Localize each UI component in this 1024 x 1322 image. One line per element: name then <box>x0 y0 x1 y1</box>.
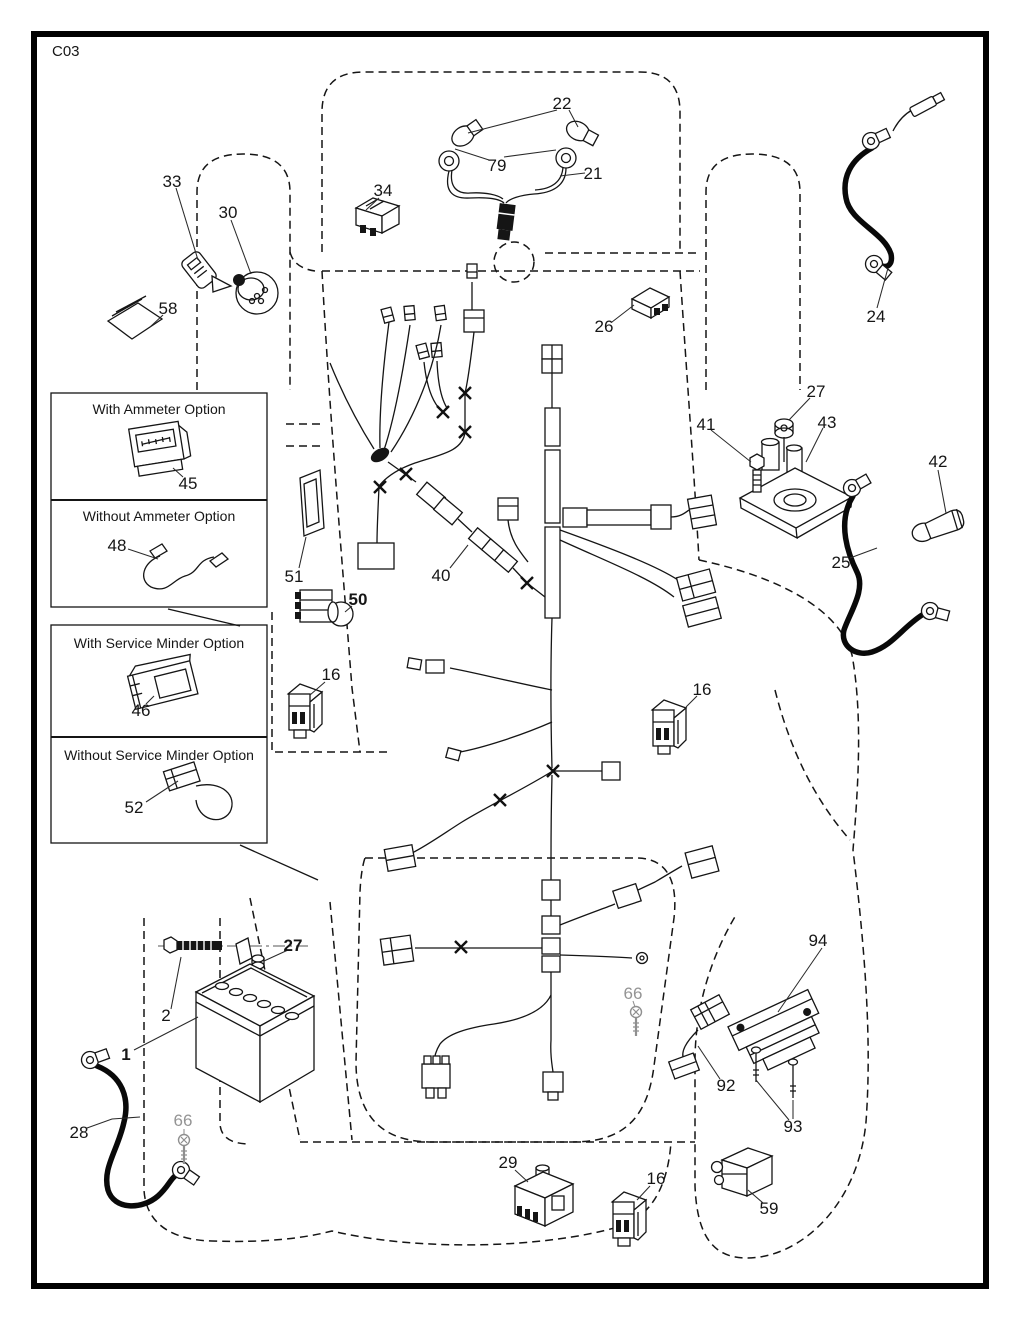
key-33 <box>180 250 231 292</box>
callout-30: 30 <box>218 203 238 222</box>
connector-pigtail-92 <box>669 995 730 1079</box>
callout-25: 25 <box>831 553 851 572</box>
callout-51: 51 <box>284 567 304 586</box>
harness-upper <box>330 264 545 597</box>
battery-bolt-2 <box>164 937 222 953</box>
with-service-minder-title: With Service Minder Option <box>73 635 245 651</box>
page-title: C03 <box>52 43 80 60</box>
callout-2: 2 <box>161 1006 171 1025</box>
terminal-clamp <box>236 938 252 964</box>
callout-50: 50 <box>348 590 368 609</box>
callout-27-solenoid: 27 <box>806 382 826 401</box>
callout-28: 28 <box>69 1123 89 1142</box>
callout-59: 59 <box>759 1199 779 1218</box>
t-plug-connector <box>422 1056 450 1098</box>
callout-27-battery: 27 <box>283 936 303 955</box>
callout-1: 1 <box>121 1045 131 1064</box>
callout-93: 93 <box>783 1117 803 1136</box>
interlock-switch-16-bottom <box>612 1192 646 1246</box>
callout-92: 92 <box>716 1076 736 1095</box>
headlight-connector <box>495 203 515 241</box>
pad-58 <box>108 296 162 339</box>
switch-34 <box>356 198 399 236</box>
callout-34: 34 <box>373 181 393 200</box>
control-module-94 <box>728 990 831 1078</box>
relay-26 <box>632 288 669 318</box>
option-link-line-1 <box>168 609 240 626</box>
callout-58: 58 <box>158 299 178 318</box>
ignition-switch-30 <box>233 272 278 314</box>
battery-cable-25 <box>840 471 950 653</box>
callout-79: 79 <box>487 156 507 175</box>
plunger-switch-29 <box>515 1165 573 1226</box>
callout-22: 22 <box>552 94 572 113</box>
service-minder-option-box <box>51 625 267 843</box>
callout-66-center: 66 <box>623 984 643 1003</box>
callout-46: 46 <box>131 701 151 720</box>
relay-module-59 <box>712 1148 773 1196</box>
screw-66-left <box>179 1135 190 1165</box>
blank-module-box <box>358 543 394 569</box>
callout-94: 94 <box>808 931 828 950</box>
without-service-minder-title: Without Service Minder Option <box>64 747 254 763</box>
fuse-holder <box>563 508 587 527</box>
without-ammeter-title: Without Ammeter Option <box>82 508 236 524</box>
harness-center <box>384 345 721 871</box>
nut-27-solenoid <box>775 419 793 438</box>
callout-48: 48 <box>107 536 127 555</box>
callout-26: 26 <box>594 317 614 336</box>
option-link-line-2 <box>240 845 318 880</box>
callout-42: 42 <box>928 452 948 471</box>
ammeter-part <box>129 420 193 476</box>
screw-66-center <box>631 1007 642 1037</box>
ammeter-option-box <box>51 393 267 607</box>
callout-29: 29 <box>498 1153 518 1172</box>
with-ammeter-title: With Ammeter Option <box>92 401 226 417</box>
terminal-boot-42 <box>909 508 966 544</box>
callout-66-left: 66 <box>173 1111 193 1130</box>
callout-16-left: 16 <box>321 665 341 684</box>
headlight-harness <box>439 117 600 241</box>
callout-45: 45 <box>178 474 198 493</box>
callout-40: 40 <box>431 566 451 585</box>
callout-43: 43 <box>817 413 837 432</box>
callout-52: 52 <box>124 798 144 817</box>
callout-16-bottom: 16 <box>646 1169 666 1188</box>
decal-51 <box>300 470 324 536</box>
callout-21: 21 <box>583 164 603 183</box>
interlock-switch-16-right <box>652 700 686 754</box>
ground-cable-24 <box>845 92 945 283</box>
callout-24: 24 <box>866 307 886 326</box>
battery-1 <box>158 937 314 1102</box>
callout-33: 33 <box>162 172 182 191</box>
callout-41: 41 <box>696 415 716 434</box>
solenoid-43 <box>740 419 852 538</box>
interlock-switch-16-left <box>288 684 322 738</box>
callout-16-right: 16 <box>692 680 712 699</box>
